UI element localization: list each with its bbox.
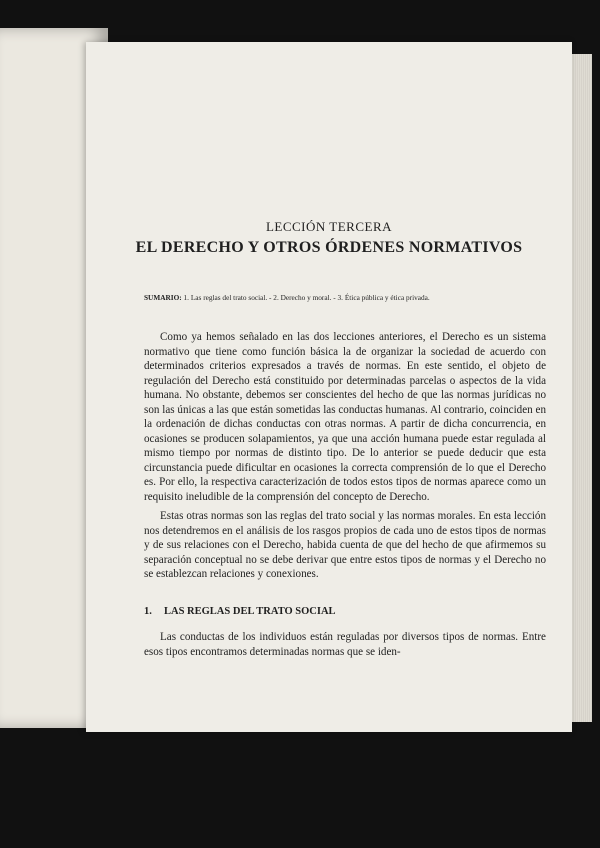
chapter-title: EL DERECHO Y OTROS ÓRDENES NORMATIVOS bbox=[135, 239, 523, 256]
body-paragraph-3: Las conductas de los individuos están reguladas por diversos tipos de normas. Entre esos tipos encontramos determinadas normas que se iden- bbox=[144, 631, 546, 658]
sumario-text: 1. Las reglas del trato social. - 2. Derecho y moral. - 3. Ética pública y ética privada. bbox=[183, 293, 430, 302]
lesson-label: LECCIÓN TERCERA bbox=[265, 219, 393, 234]
sumario-lead: SUMARIO: bbox=[144, 293, 182, 302]
section-title: LAS REGLAS DEL TRATO SOCIAL bbox=[164, 606, 336, 617]
body-paragraph-2: Estas otras normas son las reglas del trato social y las normas morales. En esta lección nos detendremos en el análisis de los rasgos propios de cada uno de estos tipos de normas y de sus relaciones con el Derecho, habida cuenta de que del hecho de que afirmemos su separación conceptual no se debe derivar que entre estos tipos de normas y el Derecho no se establezcan relaciones y conexiones. bbox=[144, 510, 546, 580]
section-heading bbox=[144, 606, 336, 617]
book-page bbox=[86, 42, 572, 732]
sumario bbox=[144, 293, 548, 302]
section-number: 1. bbox=[144, 606, 152, 617]
body-paragraph-1: Como ya hemos señalado en las dos lecciones anteriores, el Derecho es un sistema normativo que tiene como función básica la de organizar la sociedad de acuerdo con determinados criterios expresados a través de normas. En este sentido, el objeto de regulación del Derecho está constituido por determinadas parcelas o aspectos de la vida humana. No obstante, debemos ser conscientes del hecho de que las normas jurídicas no son las únicas a las que están sometidas las conductas humanas. Al contrario, coinciden en la ordenación de dichas conductas con otras normas. A partir de dicha concurrencia, en ocasiones se producen solapamientos, ya que una acción humana puede estar regulada al mismo tiempo por normas de distinto tipo. De lo anterior se puede deducir que esta circunstancia puede dificultar en ocasiones la correcta comprensión de lo que el Derecho es. Por ello, la respectiva caracterización de todos estos tipos de normas aparece como un requisito ineludible de la comprensión del concepto de Derecho. bbox=[144, 331, 546, 503]
